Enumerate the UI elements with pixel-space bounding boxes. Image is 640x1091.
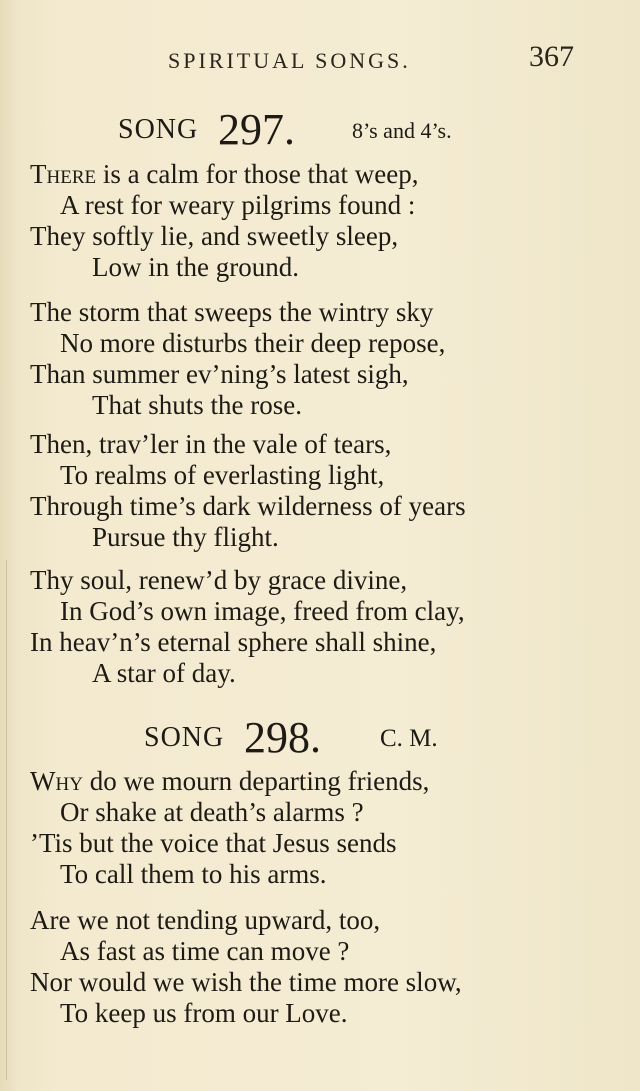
song-298-stanza-2 [30, 905, 630, 1029]
verse-line: To realms of everlasting light, [60, 460, 385, 490]
verse-line: A star of day. [92, 658, 236, 688]
verse-line: In God’s own image, freed from clay, [60, 596, 465, 626]
verse-line: Then, trav’ler in the vale of tears, [30, 429, 392, 459]
page-number: 367 [529, 40, 574, 73]
verse-line: ’Tis but the voice that Jesus sends [30, 828, 397, 858]
song-298-heading [0, 712, 640, 762]
song-297-stanza-1 [30, 159, 630, 283]
song-298-stanza-1 [30, 766, 630, 890]
song-297-heading [0, 104, 640, 154]
song-297-stanza-4 [30, 565, 630, 689]
verse-line: Are we not tending upward, too, [30, 905, 381, 935]
page-gutter-line [6, 560, 7, 1080]
verse-first-word: Why [30, 766, 83, 796]
verse-line: They softly lie, and sweetly sleep, [30, 221, 399, 251]
verse-line [30, 159, 630, 190]
verse-line: Than summer ev’ning’s latest sigh, [30, 359, 409, 389]
verse-line: Or shake at death’s alarms ? [60, 797, 364, 827]
verse-line: To keep us from our Love. [60, 998, 348, 1028]
verse-line: The storm that sweeps the wintry sky [30, 297, 434, 327]
verse-line: A rest for weary pilgrims found : [60, 190, 416, 220]
verse-line: Pursue thy flight. [92, 522, 279, 552]
song-number: 297. [218, 105, 295, 154]
verse-line: Through time’s dark wilderness of years [30, 491, 466, 521]
song-meter: 8’s and 4’s. [352, 118, 452, 143]
song-number: 298. [244, 713, 321, 762]
song-label: SONG [118, 114, 199, 145]
verse-line: As fast as time can move ? [60, 936, 350, 966]
song-meter: C. M. [380, 725, 438, 752]
song-297-stanza-3 [30, 429, 630, 553]
verse-first-word: There [30, 159, 97, 189]
verse-line-text: do we mourn departing friends, [82, 766, 430, 796]
verse-line-text: is a calm for those that weep, [96, 159, 419, 189]
verse-line: No more disturbs their deep repose, [60, 328, 446, 358]
verse-line: Thy soul, renew’d by grace divine, [30, 565, 408, 595]
song-label: SONG [144, 722, 225, 753]
verse-line: That shuts the rose. [92, 390, 302, 420]
verse-line: To call them to his arms. [60, 859, 327, 889]
verse-line: Nor would we wish the time more slow, [30, 967, 462, 997]
verse-line [30, 766, 630, 797]
song-297-stanza-2 [30, 297, 630, 421]
verse-line: Low in the ground. [92, 252, 299, 282]
running-head: SPIRITUAL SONGS. [168, 48, 411, 73]
verse-line: In heav’n’s eternal sphere shall shine, [30, 627, 437, 657]
